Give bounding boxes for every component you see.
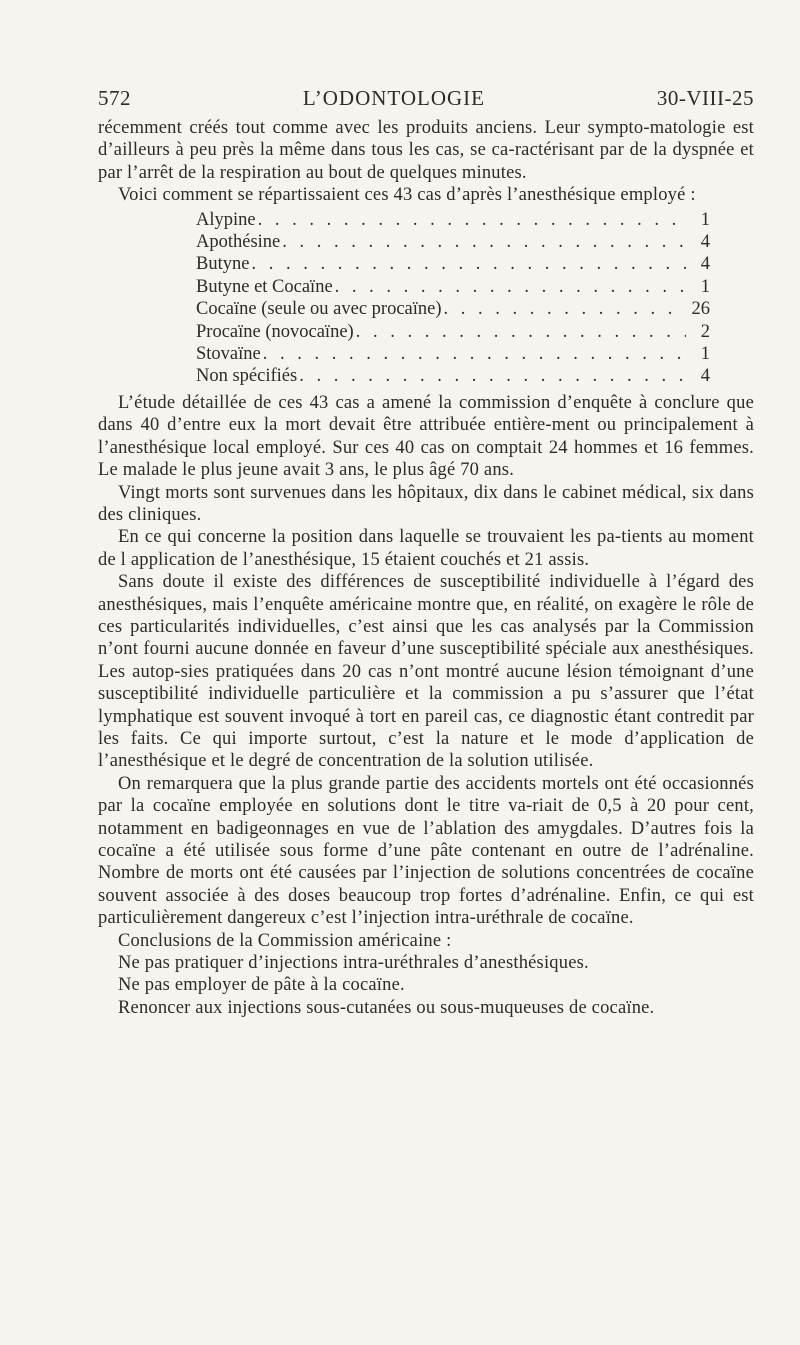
anesthetic-name: Apothésine <box>196 232 281 253</box>
paragraph: Renoncer aux injections sous-cutanées ou sous-muqueuses de cocaïne. <box>118 997 655 1018</box>
table-row <box>196 321 710 343</box>
page <box>98 86 754 1019</box>
paragraph: Ne pas employer de pâte à la cocaïne. <box>118 975 405 996</box>
paragraph: récemment créés tout comme avec les produits anciens. Leur sympto-matologie est d’ailleurs à peu près la même dans tous les cas, se ca-ractérisant par de la dyspnée et par l’arrêt de la respiration au bout de quelques minutes. <box>98 118 754 183</box>
table-row <box>196 276 710 298</box>
case-count: 4 <box>700 232 710 253</box>
case-count: 2 <box>700 321 710 342</box>
body-text <box>98 117 754 1019</box>
paragraph: Voici comment se répartissaient ces 43 cas d’après l’anesthésique employé : <box>118 185 696 206</box>
anesthetic-cases-table <box>196 209 710 388</box>
table-row <box>196 209 710 231</box>
issue-date: 30-VIII-25 <box>656 86 754 110</box>
anesthetic-name: Non spécifiés <box>196 366 298 387</box>
case-count: 1 <box>700 209 710 230</box>
journal-title: L’ODONTOLOGIE <box>302 86 485 110</box>
paragraph: On remarquera que la plus grande partie des accidents mortels ont été occasionnés par la cocaïne employée en solutions dont le titre va-riait de 0,5 à 20 pour cent, notamment en badigeonnages en vue de l’ablation des amygdales. D’autres fois la cocaïne a été utilisée sous forme d’une pâte contenant en outre de l’adrénaline. Nombre de morts ont été causées par l’injection de solutions concentrées de cocaïne souvent associée à des doses beaucoup trop fortes d’adrénaline. Enfin, ce qui est particulièrement dangereux c’est l’injection intra-uréthrale de cocaïne. <box>98 773 754 929</box>
anesthetic-name: Stovaïne <box>196 344 261 365</box>
paragraph: Sans doute il existe des différences de susceptibilité individuelle à l’égard des anesthésiques, mais l’enquête américaine montre que, en réalité, on exagère le rôle de ces particularités individuelles, c’est ainsi que les cas analysés par la Commission n’ont fourni aucune donnée en faveur d’une susceptibilité spéciale aux anesthésiques. Les autop-sies pratiquées dans 20 cas n’ont montré aucune lésion témoignant d’une susceptibilité individuelle particulière et la commission a pu s’assurer que l’état lymphatique est souvent invoqué à tort en pareil cas, ce diagnostic étant contredit par les faits. Ce qui importe surtout, c’est la nature et le mode d’application de l’anesthésique et le degré de concentration de la solution utilisée. <box>98 572 754 772</box>
anesthetic-name: Cocaïne (seule ou avec procaïne) <box>196 299 442 320</box>
paragraph: Vingt morts sont survenues dans les hôpitaux, dix dans le cabinet médical, six dans des cliniques. <box>98 482 754 525</box>
anesthetic-name: Alypine <box>196 209 256 230</box>
table-row <box>196 365 710 387</box>
anesthetic-name: Procaïne (novocaïne) <box>196 321 354 342</box>
table-row <box>196 343 710 365</box>
paragraph: En ce qui concerne la position dans laquelle se trouvaient les pa-tients au moment de l application de l’anesthésique, 15 étaient couchés et 21 assis. <box>98 527 754 570</box>
table-row <box>196 231 710 253</box>
paragraph: Ne pas pratiquer d’injections intra-uréthrales d’anesthésiques. <box>118 953 589 974</box>
case-count: 4 <box>700 254 710 275</box>
paragraph: L’étude détaillée de ces 43 cas a amené la commission d’enquête à conclure que dans 40 d’entre eux la mort devait être attribuée entière-ment ou principalement à l’anesthésique local employé. Sur ces 40 cas on comptait 24 hommes et 16 femmes. Le malade le plus jeune avait 3 ans, le plus âgé 70 ans. <box>98 392 754 481</box>
case-count: 1 <box>700 344 710 365</box>
paragraph: Conclusions de la Commission américaine : <box>118 930 452 951</box>
table-row <box>196 298 710 320</box>
case-count: 4 <box>700 366 710 387</box>
page-number: 572 <box>98 86 131 110</box>
anesthetic-name: Butyne et Cocaïne <box>196 276 333 297</box>
running-header <box>98 86 754 111</box>
case-count: 1 <box>700 276 710 297</box>
case-count: 26 <box>691 299 710 320</box>
anesthetic-name: Butyne <box>196 254 250 275</box>
table-row <box>196 253 710 275</box>
